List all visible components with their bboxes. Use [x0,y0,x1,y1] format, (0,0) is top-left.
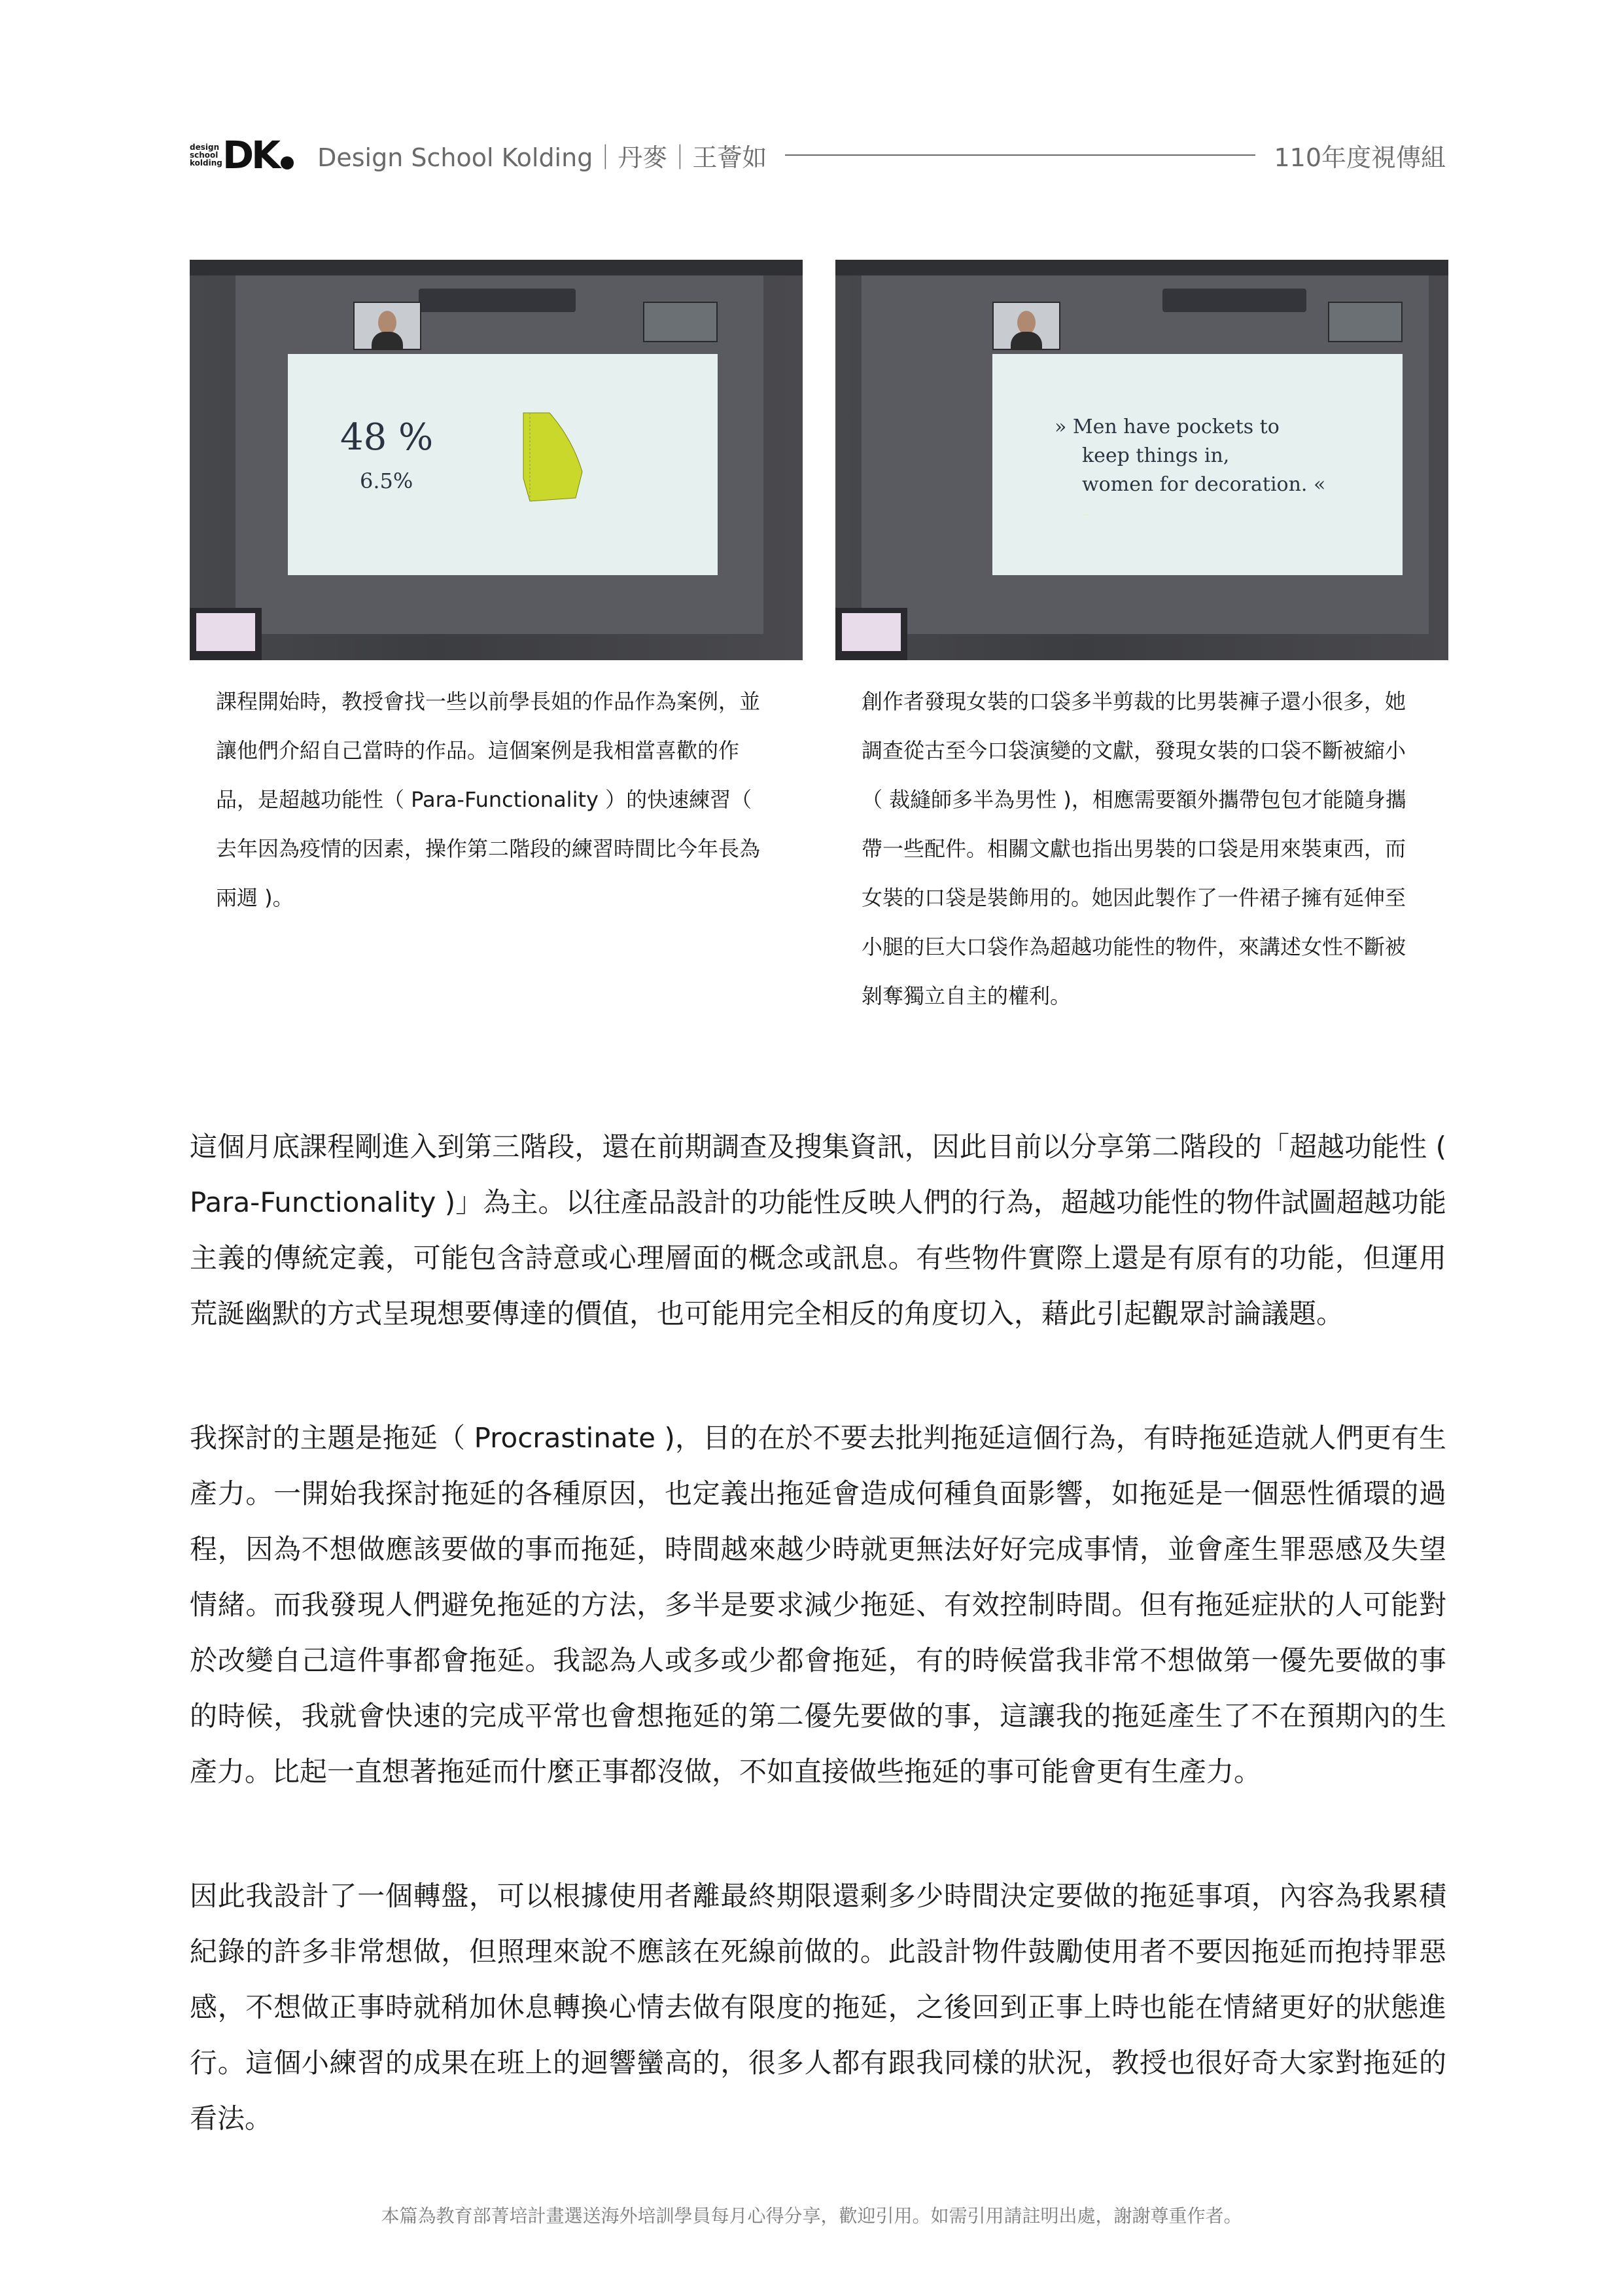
logo-small-text: design school kolding [190,143,222,168]
projection-screen [862,275,1429,634]
photo-classroom-slide-quote [835,260,1448,660]
pocket-shape-illustration [510,406,589,504]
projection-screen [236,275,763,634]
gallery-tile [643,302,718,342]
header-divider [785,154,1255,156]
body-paragraph-1: 這個月底課程剛進入到第三階段，還在前期調查及搜集資訊，因此目前以分享第二階段的「超越功能性 ( Para-Functionality )」為主。以往產品設計的功能性反映人們的行為，超越功能性的物件試圖超越功能主義的傳統定義，可能包含詩意或心理層面的概念或訊息。有些物件實際上還是有原有的功能，但運用荒誕幽默的方式呈現想要傳達的價值，也可能用完全相反的角度切入，藉此引起觀眾討論議題。 [190,1131,1446,1330]
header-program: 110年度視傳組 [1274,143,1446,172]
laptop [835,608,907,660]
body-paragraph-2: 我探討的主題是拖延（ Procrastinate )，目的在於不要去批判拖延這個行為，有時拖延造就人們更有生產力。一開始我探討拖延的各種原因，也定義出拖延會造成何種負面影響，如拖延是一個惡性循環的過程，因為不想做應該要做的事而拖延，時間越來越少時就更無法好好完成事情，並會產生罪惡感及失望情緒。而我發現人們避免拖延的方法，多半是要求減少拖延、有效控制時間。但有拖延症狀的人可能對於改變自己這件事都會拖延。我認為人或多或少都會拖延，有的時候當我非常不想做第一優先要做的事的時候，我就會快速的完成平常也會想拖延的第二優先要做的事，這讓我的拖延產生了不在預期內的生產力。比起一直想著拖延而什麼正事都沒做，不如直接做些拖延的事可能會更有生產力。 [190,1422,1446,1788]
body-paragraph-3: 因此我設計了一個轉盤，可以根據使用者離最終期限還剩多少時間決定要做的拖延事項，內容為我累積紀錄的許多非常想做，但照理來說不應該在死線前做的。此設計物件鼓勵使用者不要因拖延而抱持罪惡感，不想做正事時就稍加休息轉換心情去做有限度的拖延，之後回到正事上時也能在情緒更好的狀態進行。這個小練習的成果在班上的迴響蠻高的，很多人都有跟我同樣的狀況，教授也很好奇大家對拖延的看法。 [190,1880,1446,2134]
meeting-toolbar [419,289,576,312]
speaker-face [378,311,396,334]
slide-quote [1055,413,1325,499]
projector-housing [835,260,1448,275]
photo-caption-right: 創作者發現女裝的口袋多半剪裁的比男裝褲子還小很多，她調查從古至今口袋演變的文獻，發現女裝的口袋不斷被縮小（ 裁縫師多半為男性 )，相應需要額外攜帶包包才能隨身攜帶一些配件。相關文獻也指出男裝的口袋是用來裝東西，而女裝的口袋是裝飾用的。她因此製作了一件裙子擁有延伸至小腿的巨大口袋作為超越功能性的物件，來講述女性不斷被剝奪獨立自主的權利。 [862,689,1406,1008]
speaker-face [1017,311,1036,334]
laptop [190,608,262,660]
slide-source-tag [1084,514,1089,516]
photo-classroom-slide-stats [190,260,803,660]
slide-quote-line: » Men have pockets to [1055,415,1280,438]
logo-dot [281,156,294,169]
slide-stat-small: 6.5% [360,468,413,493]
slide-quote-line: women for decoration. « [1082,473,1326,496]
page-header [190,134,1446,176]
logo-mark: DK [222,133,279,177]
dk-logo [190,135,294,175]
webcam-tile [992,302,1060,350]
header-title: Design School Kolding｜丹麥｜王薈如 [317,143,767,172]
projector-housing [190,260,803,275]
page-footer: 本篇為教育部菁培計畫選送海外培訓學員每月心得分享，歡迎引用。如需引用請註明出處，謝謝尊重作者。 [381,2205,1242,2227]
photo-caption-left: 課程開始時，教授會找一些以前學長姐的作品作為案例，並讓他們介紹自己當時的作品。這個案例是我相當喜歡的作品，是超越功能性（ Para-Functionality ）的快速練習（ 去年因為疫情的因素，操作第二階段的練習時間比今年長為兩週 )。 [216,689,761,910]
meeting-toolbar [1162,289,1306,312]
gallery-tile [1328,302,1403,342]
slide [288,354,718,575]
speaker-body [1011,332,1042,349]
laptop-screen [842,613,901,651]
slide-quote-line: keep things in, [1082,444,1230,467]
slide [992,354,1403,575]
slide-stat-large: 48 % [340,416,434,459]
webcam-tile [353,302,421,350]
speaker-body [372,332,403,349]
laptop-screen [196,613,255,651]
